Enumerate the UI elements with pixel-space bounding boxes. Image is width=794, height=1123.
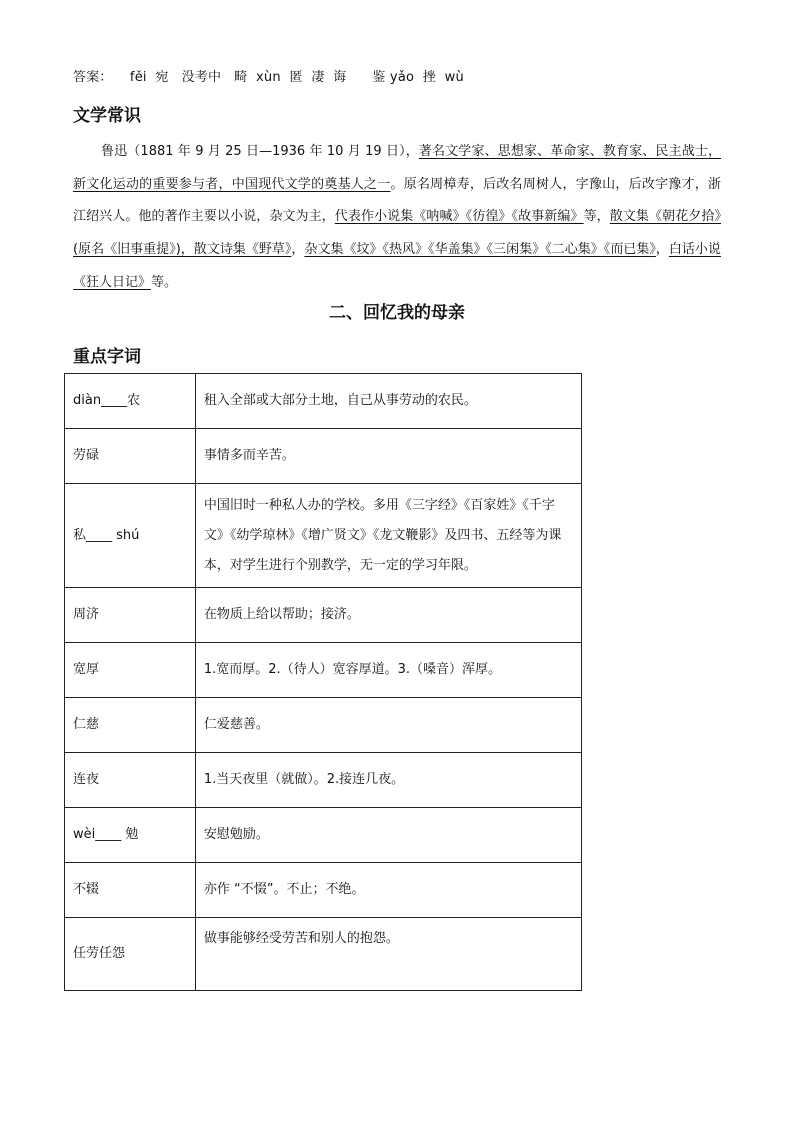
vocab-term: 不辍 xyxy=(65,863,196,918)
table-row xyxy=(65,484,582,588)
table-row xyxy=(65,643,582,698)
para-text-6: 等。 xyxy=(151,274,178,290)
para-underline-1: 著名文学家、思想家、革命家、教育家、民主战士，新文化运动的重要参与者，中国现代文学的奠基人之一 xyxy=(73,144,721,192)
para-underline-4: 杂文集《坟》《热风》《华盖集》《三闲集》《二心集》《而已集》 xyxy=(304,242,656,258)
vocab-definition: 1.宽而厚。2.（待人）宽容厚道。3.（嗓音）浑厚。 xyxy=(195,643,581,698)
para-underline-3: 散文集《朝花夕拾》(原名《旧事重提》)，散文诗集《野草》 xyxy=(73,209,721,258)
vocab-definition: 在物质上给以帮助；接济。 xyxy=(195,588,581,643)
table-row xyxy=(65,374,582,429)
table-row xyxy=(65,588,582,643)
vocab-table xyxy=(64,373,582,991)
para-underline-2: 代表作小说集《呐喊》《彷徨》《故事新编》 xyxy=(334,209,584,225)
vocab-term: 任劳任怨 xyxy=(65,918,196,991)
vocab-term: 仁慈 xyxy=(65,698,196,753)
chapter-title: 二、回忆我的母亲 xyxy=(329,303,465,323)
vocab-definition: 中国旧时一种私人办的学校。多用《三字经》《百家姓》《千字文》《幼学琼林》《增广贤文》《龙文鞭影》及四书、五经等为课本，对学生进行个别教学，无一定的学习年限。 xyxy=(195,484,581,588)
table-row xyxy=(65,863,582,918)
table-row xyxy=(65,429,582,484)
table-row xyxy=(65,698,582,753)
para-text-1: 鲁迅（1881 年 9 月 25 日—1936 年 10 月 19 日）， xyxy=(101,144,419,159)
vocab-definition: 安慰勉励。 xyxy=(195,808,581,863)
vocab-term: diàn____农 xyxy=(65,374,196,429)
lu-xun-paragraph xyxy=(73,136,721,300)
vocab-definition: 做事能够经受劳苦和别人的抱怨。 xyxy=(195,918,581,991)
table-row xyxy=(65,918,582,991)
vocab-definition: 租入全部或大部分土地，自己从事劳动的农民。 xyxy=(195,374,581,429)
vocab-definition: 亦作 “不惙”。不止；不绝。 xyxy=(195,863,581,918)
vocab-term: wèi____ 勉 xyxy=(65,808,196,863)
vocab-definition: 事情多而辛苦。 xyxy=(195,429,581,484)
vocab-definition: 仁爱慈善。 xyxy=(195,698,581,753)
table-row xyxy=(65,808,582,863)
para-text-5: ， xyxy=(655,242,669,258)
para-underline-5: 白话小说《狂人日记》 xyxy=(73,242,721,290)
vocab-term: 劳碌 xyxy=(65,429,196,484)
literary-knowledge-heading: 文学常识 xyxy=(73,106,141,126)
vocab-term: 周济 xyxy=(65,588,196,643)
answers-line: 答案： fěi 宛 没考中 畸 xùn 匿 凄 诲 鉴 yǎo 挫 wù xyxy=(73,70,464,85)
vocab-term: 私____ shú xyxy=(65,484,196,588)
para-text-3: 等， xyxy=(583,209,610,225)
table-row xyxy=(65,753,582,808)
vocab-term: 宽厚 xyxy=(65,643,196,698)
vocab-term: 连夜 xyxy=(65,753,196,808)
key-words-heading: 重点字词 xyxy=(73,347,141,367)
para-text-2: 。原名周樟寿，后改名周树人，字豫山，后改字豫才，浙江绍兴人。他的著作主要以小说，杂文为主， xyxy=(73,176,721,225)
vocab-definition: 1.当天夜里（就做）。2.接连几夜。 xyxy=(195,753,581,808)
para-text-4: ， xyxy=(291,242,305,258)
